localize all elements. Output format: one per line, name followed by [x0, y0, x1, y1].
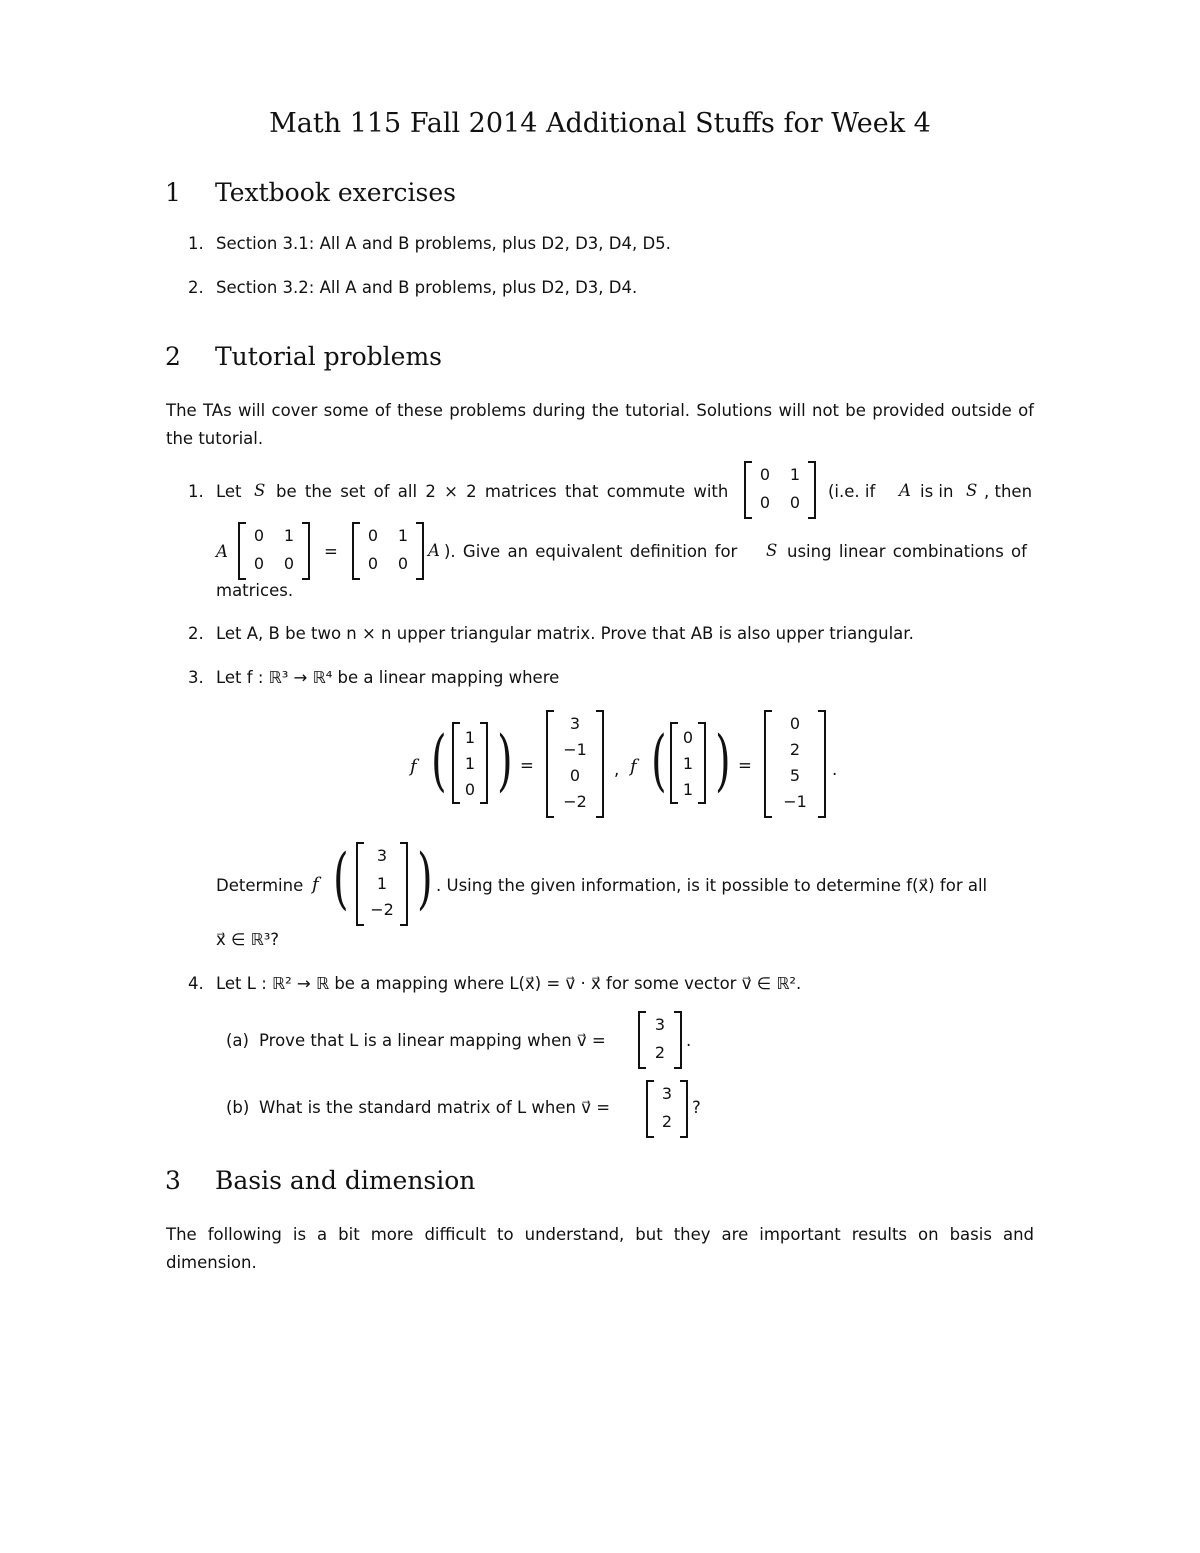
list-number: 1.: [188, 482, 204, 501]
subitem-label: (b): [226, 1098, 250, 1117]
matrix: [238, 522, 310, 580]
math-symbol: f: [630, 756, 637, 777]
comma: ,: [614, 760, 620, 779]
matrix-cell: 0: [283, 554, 295, 573]
vector-entry: −2: [370, 900, 394, 919]
vector-entry: 3: [654, 1015, 666, 1034]
section-number: 3: [165, 1166, 181, 1195]
vector-entry: 3: [661, 1084, 673, 1103]
basis-paragraph: The following is a bit more difficult to understand, but they are important results on basis and dimension.: [166, 1225, 1034, 1272]
problem-text: Determine: [216, 876, 304, 895]
vector-entry: −1: [563, 740, 587, 759]
list-item: Section 3.2: All A and B problems, plus D2, D3, D4.: [216, 278, 638, 297]
vector-entry: 1: [682, 754, 694, 773]
matrix-cell: 0: [789, 493, 801, 512]
matrix-cell: 0: [397, 554, 409, 573]
paren-right: ): [715, 722, 731, 799]
matrix: [352, 522, 424, 580]
list-number: 4.: [188, 974, 204, 993]
problem-text: Let A, B be two n × n upper triangular matrix. Prove that AB is also upper triangular.: [216, 624, 914, 643]
math-symbol: A: [899, 481, 911, 500]
problem-text: , then: [984, 482, 1033, 501]
matrix-cell: 0: [253, 554, 265, 573]
matrix-cell: 1: [397, 526, 409, 545]
problem-text: ). Give an equivalent definition for: [444, 542, 738, 561]
vector-entry: 1: [682, 780, 694, 799]
vector-entry: 2: [789, 740, 801, 759]
vector-entry: 0: [682, 728, 694, 747]
question-mark: ?: [692, 1098, 701, 1117]
vector-entry: 0: [789, 714, 801, 733]
matrix-cell: 1: [789, 465, 801, 484]
math-symbol: f: [410, 756, 417, 777]
problem-text: (i.e. if: [828, 482, 876, 501]
vector: [546, 710, 604, 818]
matrix-cell: 0: [253, 526, 265, 545]
vector-entry: −2: [563, 792, 587, 811]
vector-entry: 0: [569, 766, 581, 785]
paren-left: (: [431, 722, 447, 799]
problem-text: Let f : ℝ³ → ℝ⁴ be a linear mapping where: [216, 668, 560, 687]
list-item: Section 3.1: All A and B problems, plus D2, D3, D4, D5.: [216, 234, 671, 253]
matrix-cell: 0: [367, 554, 379, 573]
vector-entry: 3: [569, 714, 581, 733]
section-heading: Textbook exercises: [215, 178, 456, 207]
vector-entry: 1: [376, 874, 388, 893]
equals-sign: =: [738, 756, 752, 775]
vector: [646, 1080, 688, 1138]
list-number: 2.: [188, 278, 204, 297]
section-number: 1: [165, 178, 181, 207]
vector-entry: 2: [654, 1043, 666, 1062]
equals-sign: =: [520, 756, 534, 775]
problem-text: . Using the given information, is it possible to determine f(x⃗) for all: [436, 876, 988, 895]
problem-text: Let: [216, 482, 242, 501]
vector-entry: 1: [464, 754, 476, 773]
vector-entry: 2: [661, 1112, 673, 1131]
problem-text: is in: [920, 482, 954, 501]
period: .: [686, 1031, 692, 1050]
list-number: 3.: [188, 668, 204, 687]
problem-text: x⃗ ∈ ℝ³?: [216, 930, 280, 949]
section-number: 2: [165, 342, 181, 371]
vector-entry: 1: [464, 728, 476, 747]
problem-text: Let L : ℝ² → ℝ be a mapping where L(x⃗) = v⃗ · x⃗ for some vector v⃗ ∈ ℝ².: [216, 974, 802, 993]
matrix-cell: 0: [367, 526, 379, 545]
vector: [670, 722, 706, 804]
subitem-label: (a): [226, 1031, 249, 1050]
math-symbol: S: [254, 481, 266, 500]
section-heading: Basis and dimension: [215, 1166, 476, 1195]
vector: [638, 1011, 682, 1069]
list-number: 2.: [188, 624, 204, 643]
vector: [764, 710, 826, 818]
section-heading: Tutorial problems: [215, 342, 443, 371]
equals-sign: =: [324, 542, 338, 561]
paren-right: ): [497, 722, 513, 799]
problem-text: be the set of all 2 × 2 matrices that commute with: [276, 482, 729, 501]
period: .: [832, 760, 838, 779]
matrix: [744, 461, 816, 519]
matrix-cell: 0: [759, 465, 771, 484]
paren-left: (: [651, 722, 667, 799]
matrix-cell: 0: [759, 493, 771, 512]
problem-text: Prove that L is a linear mapping when v⃗ =: [259, 1031, 606, 1050]
problem-text: What is the standard matrix of L when v⃗ =: [259, 1098, 611, 1117]
paren-left: (: [333, 840, 349, 917]
problem-text: using linear combinations of: [787, 542, 1027, 561]
problem-text: matrices.: [216, 581, 294, 600]
page-title: Math 115 Fall 2014 Additional Stuffs for Week 4: [269, 108, 931, 139]
vector-entry: 0: [464, 780, 476, 799]
math-symbol: S: [966, 481, 978, 500]
math-symbol: A: [428, 541, 440, 560]
list-number: 1.: [188, 234, 204, 253]
intro-paragraph: The TAs will cover some of these problems during the tutorial. Solutions will not be provided outside of the tutorial.: [166, 401, 1034, 448]
vector-entry: −1: [783, 792, 807, 811]
math-symbol: A: [216, 542, 228, 561]
vector: [356, 842, 408, 926]
vector: [452, 722, 488, 804]
vector-entry: 5: [789, 766, 801, 785]
paren-right: ): [417, 840, 433, 917]
math-symbol: f: [312, 874, 319, 895]
math-symbol: S: [766, 541, 778, 560]
vector-entry: 3: [376, 846, 388, 865]
matrix-cell: 1: [283, 526, 295, 545]
